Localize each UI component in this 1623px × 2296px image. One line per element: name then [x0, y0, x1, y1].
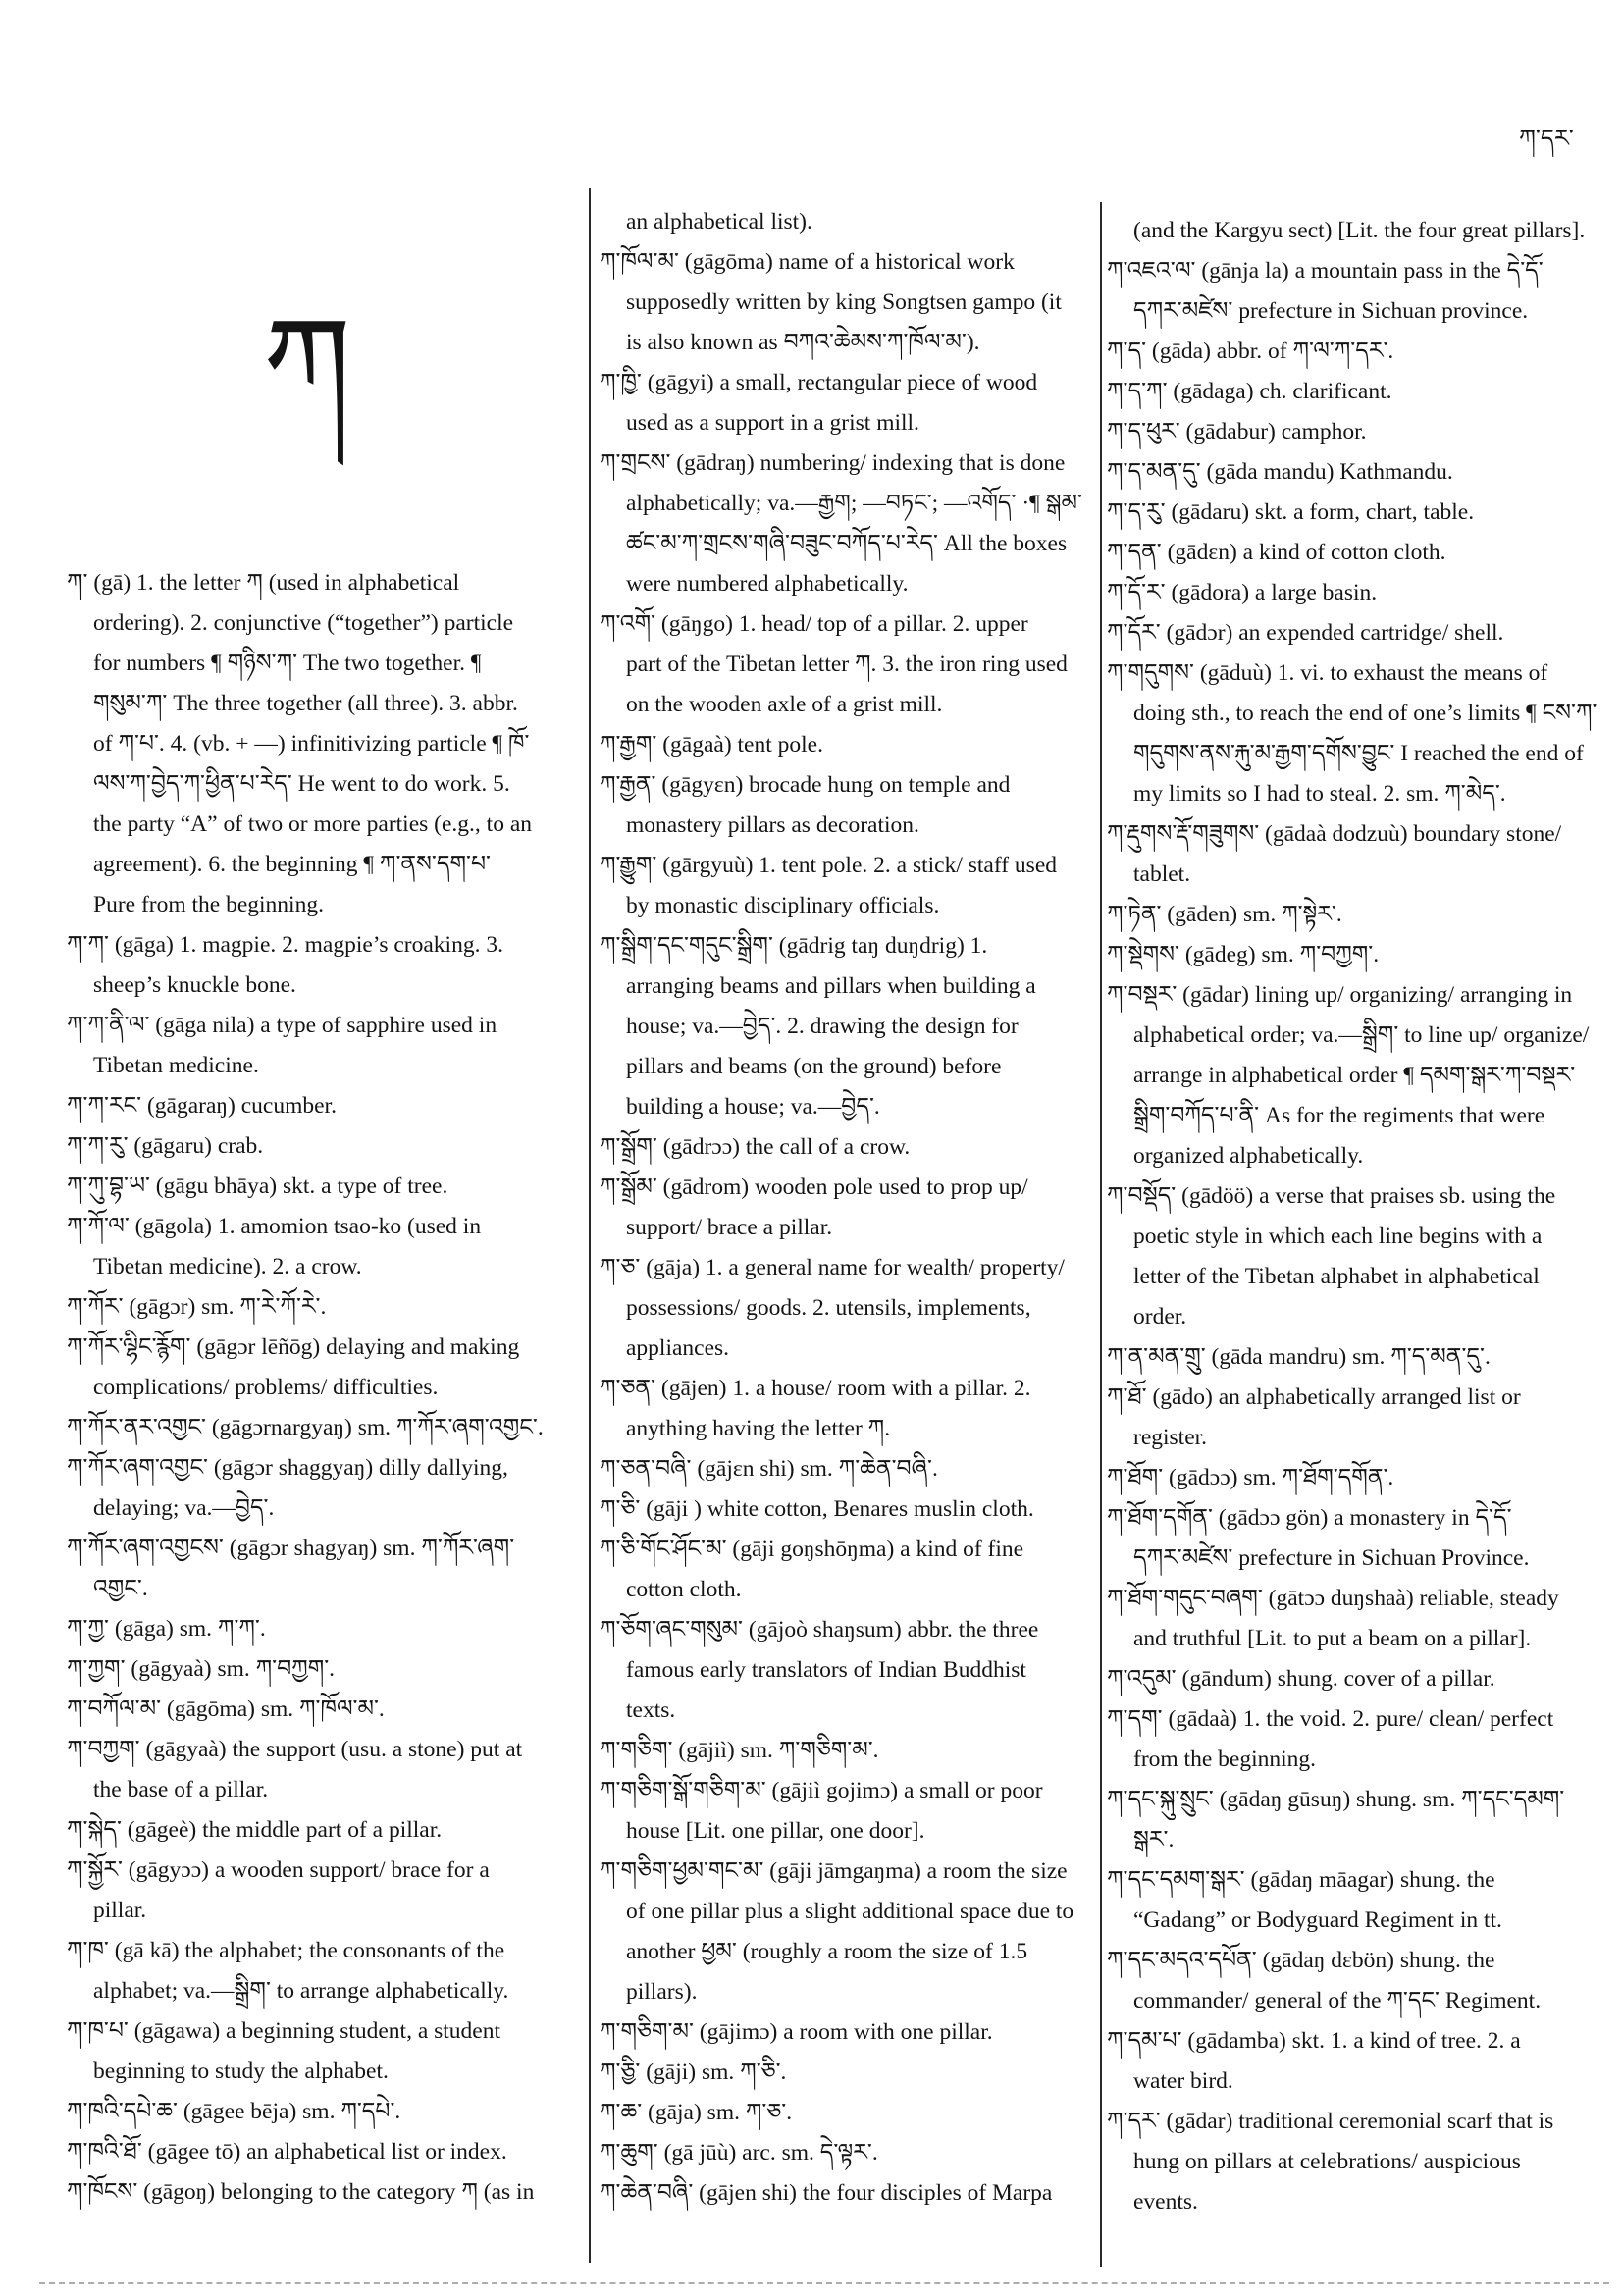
entry-line: Tibetan medicine. — [93, 1053, 259, 1078]
entry-headword-line: ཀ་ (gā) 1. the letter ཀ (used in alphabetical — [67, 570, 460, 596]
dictionary-entry — [600, 926, 1090, 1127]
dictionary-entry — [67, 1287, 557, 1328]
dictionary-entry — [600, 1530, 1090, 1610]
entry-line: hung on pillars at celebrations/ auspicious — [1133, 2149, 1521, 2174]
entry-headword-line: ཀ་བཀོལ་མ་ (gāgōma) sm. ཀ་ཁོལ་མ་. — [67, 1696, 385, 1722]
dictionary-entry — [600, 1731, 1090, 1771]
entry-headword-line: ཀ་ཅ་ (gāja) 1. a general name for wealth/ property/ — [600, 1255, 1065, 1280]
entry-headword-line: ཀ་དང་སྐུ་སྲུང་ (gādaŋ gūsuŋ) shung. sm. ཀ་དང་དམག་ — [1107, 1787, 1565, 1812]
entry-line: sheep’s knuckle bone. — [93, 972, 296, 998]
entry-headword-line: ཀ་ཅན་བཞི་ (gājɛn shi) sm. ཀ་ཆེན་བཞི་. — [600, 1456, 938, 1482]
entry-line: texts. — [626, 1697, 676, 1723]
entry-headword-line: ཀ་གདུགས་ (gāduù) 1. vi. to exhaust the means of — [1107, 660, 1548, 686]
dictionary-entry — [1107, 1337, 1609, 1378]
entry-headword-line: ཀ་ཀྱ་ (gāga) sm. ཀ་ཀ་. — [67, 1616, 266, 1642]
dictionary-entry — [600, 444, 1090, 604]
entry-line: the base of a pillar. — [93, 1777, 269, 1802]
entry-line: དཀར་མཛེས་ prefecture in Sichuan Province. — [1133, 1545, 1530, 1571]
entry-line: pillar. — [93, 1898, 147, 1923]
entry-headword-line: ཀ་ན་མན་གྲུ་ (gāda mandru) sm. ཀ་ད་མན་དུ་. — [1107, 1344, 1491, 1370]
entry-line: letter of the Tibetan alphabet in alphabetical — [1133, 1264, 1540, 1289]
entry-line: used as a support in a grist mill. — [626, 410, 919, 436]
dictionary-entry — [67, 2011, 557, 2092]
entry-headword-line: ཀ་ད་རུ་ (gādaru) skt. a form, chart, table. — [1107, 499, 1475, 525]
entry-headword-line: ཀ་ཐོག་ (gādɔɔ) sm. ཀ་ཐོག་དགོན་. — [1107, 1465, 1394, 1490]
entry-headword-line: ཀ་ཀོར་ནར་འགྱང་ (gāgɔrnargyaŋ) sm. ཀ་ཀོར་ཞག་འགྱང་. — [67, 1415, 544, 1440]
entry-headword-line: ཀ་ད་ཕུར་ (gādabur) camphor. — [1107, 419, 1367, 444]
entry-headword-line: ཀ་ད་ (gāda) abbr. of ཀ་ལ་ཀ་དར་. — [1107, 339, 1394, 364]
entry-line: monastery pillars as decoration. — [626, 812, 919, 838]
dictionary-entry — [600, 2053, 1090, 2093]
dictionary-entry — [1107, 1378, 1609, 1458]
entry-headword-line: ཀ་ཅོག་ཞང་གསུམ་ (gājoò shaŋsum) abbr. the three — [600, 1617, 1039, 1643]
entry-headword-line: ཀ་སྐེད་ (gāgeè) the middle part of a pillar. — [67, 1817, 443, 1843]
entry-headword-line: ཀ་རྒྱུག་ (gārgyuù) 1. tent pole. 2. a stick/ staff used — [600, 853, 1058, 878]
entry-headword-line: ཀ་དར་ (gādar) traditional ceremonial scarf that is — [1107, 2109, 1554, 2134]
entry-line: for numbers ¶ གཉིས་ཀ་ The two together. ¶ — [93, 651, 482, 676]
dictionary-entry — [67, 1408, 557, 1448]
entry-line: Pure from the beginning. — [93, 892, 324, 917]
entry-line: tablet. — [1133, 861, 1191, 887]
entry-line: གདུགས་ནས་རྐུ་མ་རྒྱག་དགོས་བྱུང་ I reached the end of — [1133, 741, 1584, 766]
entry-line: poetic style in which each line begins with a — [1133, 1224, 1543, 1249]
entry-line: another ཕྱམ་ (roughly a room the size of 1.5 — [626, 1939, 1028, 1964]
dictionary-entry — [600, 604, 1090, 725]
entry-headword-line: ཀ་སྒྲོག་ (gādrɔɔ) the call of a crow. — [600, 1134, 911, 1160]
entry-headword-line: ཀ་ཁྱི་ (gāgyi) a small, rectangular piece of wood — [600, 370, 1038, 395]
entry-headword-line: ཀ་ཀ་རུ་ (gāgaru) crab. — [67, 1133, 264, 1159]
dictionary-entry — [600, 363, 1090, 444]
entry-line: and truthful [Lit. to put a beam on a pillar]. — [1133, 1626, 1532, 1651]
continued-entry — [600, 202, 1090, 242]
entry-line: pillars and beams (on the ground) before — [626, 1054, 1002, 1079]
entry-headword-line: ཀ་གཅིག་ (gājiì) sm. ཀ་གཅིག་མ་. — [600, 1738, 879, 1763]
entry-line: by monastic disciplinary officials. — [626, 893, 940, 918]
dictionary-entry — [67, 1851, 557, 1931]
dictionary-entry — [67, 1730, 557, 1810]
entry-headword-line: ཀ་གྲངས་ (gādraŋ) numbering/ indexing that is done — [600, 450, 1066, 476]
dictionary-entry — [600, 1248, 1090, 1369]
dictionary-entry — [1107, 613, 1609, 653]
dictionary-entry — [600, 2133, 1090, 2173]
entry-line: organized alphabetically. — [1133, 1143, 1364, 1169]
dictionary-entry — [67, 1328, 557, 1408]
dictionary-entry — [67, 1931, 557, 2011]
entry-line: ལས་ཀ་བྱེད་ཀ་ཕྱིན་པ་རེད་ He went to do work. 5. — [93, 771, 510, 797]
entry-headword-line: ཀ་ཀོར་ཞག་འགྱངས་ (gāgɔr shagyaŋ) sm. ཀ་ཀོར་ཞག་ — [67, 1536, 515, 1561]
dictionary-column-2 — [600, 202, 1090, 2214]
dictionary-entry — [67, 1810, 557, 1851]
dictionary-entry — [1107, 2102, 1609, 2222]
entry-line: སྒྲིག་བཀོད་པ་ནི་ As for the regiments that were — [1133, 1103, 1545, 1128]
entry-line: appliances. — [626, 1335, 730, 1361]
dictionary-entry — [600, 846, 1090, 926]
entry-headword-line: ཀ་སྒྲིག་དང་གདུང་སྒྲིག་ (gādrig taŋ duŋdrig) 1. — [600, 933, 988, 959]
entry-headword-line: ཀ་བསྡོད་ (gādöö) a verse that praises sb. using the — [1107, 1183, 1556, 1209]
entry-headword-line: ཀ་ད་མན་དུ་ (gāda mandu) Kathmandu. — [1107, 459, 1453, 485]
dictionary-entry — [1107, 1860, 1609, 1941]
entry-headword-line: ཀ་རྒྱག་ (gāgaà) tent pole. — [600, 732, 823, 757]
dictionary-entry — [1107, 895, 1609, 935]
entry-line: order. — [1133, 1304, 1187, 1330]
entry-line: commander/ general of the ཀ་དང་ Regiment. — [1133, 1988, 1542, 2013]
dictionary-entry — [67, 1126, 557, 1167]
dictionary-entry — [67, 563, 557, 925]
entry-headword-line: ཀ་རྒྱན་ (gāgyɛn) brocade hung on temple and — [600, 772, 1011, 798]
dictionary-entry — [1107, 412, 1609, 452]
entry-line: house [Lit. one pillar, one door]. — [626, 1818, 925, 1844]
entry-headword-line: ཀ་ཏེན་ (gāden) sm. ཀ་སྟེར་. — [1107, 902, 1342, 927]
entry-headword-line: ཀ་ཐོ་ (gādo) an alphabetically arranged list or — [1107, 1384, 1521, 1410]
entry-headword-line: ཀ་ཁ་པ་ (gāgawa) a beginning student, a student — [67, 2018, 501, 2044]
dictionary-entry — [1107, 1941, 1609, 2021]
dictionary-entry — [600, 1489, 1090, 1530]
entry-headword-line: ཀ་སྒྲོམ་ (gādrom) wooden pole used to prop up/ — [600, 1174, 1028, 1200]
entry-headword-line: ཀ་ཁོངས་ (gāgoŋ) belonging to the category ཀ (as in — [67, 2179, 535, 2205]
entry-line: delaying; va.—བྱེད་. — [93, 1495, 275, 1521]
entry-line: anything having the letter ཀ. — [626, 1416, 891, 1441]
entry-line: possessions/ goods. 2. utensils, implements, — [626, 1295, 1031, 1321]
dictionary-entry — [67, 1086, 557, 1126]
entry-headword-line: ཀ་གཅིག་མ་ (gājimɔ) a room with one pillar. — [600, 2019, 993, 2045]
entry-line: complications/ problems/ difficulties. — [93, 1375, 439, 1400]
dictionary-entry — [1107, 1458, 1609, 1498]
dictionary-entry — [67, 2092, 557, 2132]
entry-headword-line: ཀ་ཁོལ་མ་ (gāgōma) name of a historical work — [600, 249, 1015, 275]
entry-headword-line: ཀ་འགོ་ (gāŋgo) 1. head/ top of a pillar. 2. upper — [600, 611, 1028, 637]
dictionary-entry — [1107, 332, 1609, 372]
entry-line: alphabetically; va.—རྒྱག; —བཏང་; —འགོད་ ·¶ སྒམ་ — [626, 491, 1082, 516]
entry-headword-line: ཀ་དམ་པ་ (gādamba) skt. 1. a kind of tree. 2. a — [1107, 2028, 1521, 2054]
entry-headword-line: ཀ་འཇའ་ལ་ (gānja la) a mountain pass in the དེ་དོ་ — [1107, 258, 1544, 284]
entry-line: support/ brace a pillar. — [626, 1215, 833, 1240]
dictionary-entry — [1107, 533, 1609, 573]
dictionary-entry — [600, 1771, 1090, 1852]
entry-line: arrange in alphabetical order ¶ དམག་སྒར་ཀ་བསྡར་ — [1133, 1063, 1576, 1088]
dictionary-entry — [600, 1127, 1090, 1168]
entry-headword-line: ཀ་དག་ (gādaà) 1. the void. 2. pure/ clean/ perfect — [1107, 1706, 1554, 1732]
entry-headword-line: ཀ་དན་ (gādɛn) a kind of cotton cloth. — [1107, 540, 1446, 565]
section-letter: ཀ — [263, 294, 352, 434]
dictionary-entry — [600, 765, 1090, 846]
dictionary-entry — [600, 2012, 1090, 2053]
entry-line: doing sth., to reach the end of one’s limits ¶ ངས་ཀ་ — [1133, 701, 1597, 726]
scan-edge-artifact — [39, 2282, 1609, 2284]
dictionary-entry — [67, 2172, 557, 2213]
entry-headword-line: ཀ་ཅི་གོང་ཤོང་མ་ (gāji goŋshōŋma) a kind of fine — [600, 1537, 1024, 1562]
dictionary-entry — [1107, 1498, 1609, 1579]
entry-headword-line: ཀ་ཆུག་ (gā jūù) arc. sm. དེ་ལྟར་. — [600, 2140, 878, 2166]
entry-line: building a house; va.—བྱེད་. — [626, 1094, 880, 1120]
dictionary-entry — [600, 2093, 1090, 2133]
entry-headword-line: ཀ་ཀོར་ (gāgɔr) sm. ཀ་རེ་ཀོ་རེ་. — [67, 1294, 327, 1320]
entry-headword-line: ཀ་དང་མདའ་དཔོན་ (gādaŋ dɛbön) shung. the — [1107, 1948, 1495, 1973]
dictionary-column-1 — [67, 563, 557, 2213]
column-divider-right — [1100, 202, 1102, 2267]
dictionary-entry — [67, 2132, 557, 2172]
entry-headword-line: ཀ་དོར་ (gādɔr) an expended cartridge/ shell. — [1107, 620, 1504, 646]
entry-line: an alphabetical list). — [626, 209, 812, 235]
dictionary-entry — [67, 1207, 557, 1287]
dictionary-column-3 — [1107, 211, 1609, 2222]
dictionary-entry — [1107, 1579, 1609, 1659]
entry-line: གསུམ་ཀ་ The three together (all three). 3. abbr. — [93, 691, 518, 716]
dictionary-entry — [1107, 1780, 1609, 1860]
entry-headword-line: ཀ་འདུམ་ (gāndum) shung. cover of a pillar. — [1107, 1666, 1495, 1692]
entry-headword-line: ཀ་གཅིག་སྒོ་གཅིག་མ་ (gājiì gojimɔ) a small or poor — [600, 1778, 1043, 1803]
dictionary-entry — [1107, 1699, 1609, 1780]
entry-line: of ཀ་པ་. 4. (vb. + —) infinitivizing particle ¶ ཁོ་ — [93, 731, 530, 757]
entry-headword-line: ཀ་ཀུ་བྷ་ཡ་ (gāgu bhāya) skt. a type of tree. — [67, 1174, 448, 1199]
entry-headword-line: ཀ་སྡེགས་ (gādeg) sm. ཀ་བཀྱག་. — [1107, 942, 1380, 967]
running-head: ཀ་དར་ — [1519, 127, 1574, 152]
dictionary-entry — [600, 242, 1090, 363]
entry-line: Tibetan medicine). 2. a crow. — [93, 1254, 362, 1279]
entry-headword-line: ཀ་ཀ་ནི་ལ་ (gāga nila) a type of sapphire used in — [67, 1013, 497, 1038]
entry-line: ཚང་མ་ཀ་གྲངས་གཞི་བཟུང་བཀོད་པ་རེད་ All the boxes — [626, 531, 1068, 556]
entry-headword-line: ཀ་ཆེན་བཞི་ (gājen shi) the four disciples of Marpa — [600, 2180, 1053, 2206]
dictionary-entry — [1107, 493, 1609, 533]
entry-line: the party “A” of two or more parties (e.g., to an — [93, 811, 532, 837]
dictionary-entry — [600, 2173, 1090, 2214]
entry-headword-line: ཀ་བཀྱག་ (gāgyaà) the support (usu. a stone) put at — [67, 1737, 523, 1762]
continued-entry — [1107, 211, 1609, 251]
entry-line: alphabetical order; va.—སྒྲིག་ to line up/ organize/ — [1133, 1022, 1590, 1048]
dictionary-entry — [600, 1369, 1090, 1449]
entry-headword-line: ཀ་དང་དམག་སྒར་ (gādaŋ māagar) shung. the — [1107, 1867, 1495, 1893]
entry-headword-line: ཀ་ཀ་ (gāga) 1. magpie. 2. magpie’s croaking. 3. — [67, 932, 503, 958]
dictionary-entry — [1107, 653, 1609, 814]
dictionary-entry — [1107, 1176, 1609, 1337]
dictionary-entry — [67, 1609, 557, 1649]
dictionary-entry — [67, 1690, 557, 1730]
dictionary-entry — [600, 1610, 1090, 1731]
entry-headword-line: ཀ་ཆ་ (gāja) sm. ཀ་ཅ་. — [600, 2100, 793, 2125]
entry-line: (and the Kargyu sect) [Lit. the four great pillars]. — [1133, 218, 1586, 243]
dictionary-entry — [1107, 573, 1609, 613]
dictionary-entry — [1107, 2021, 1609, 2102]
entry-line: on the wooden axle of a grist mill. — [626, 692, 943, 717]
dictionary-entry — [1107, 372, 1609, 412]
entry-headword-line: ཀ་གཅིག་ཕྱམ་གང་མ་ (gāji jāmgaŋma) a room the size — [600, 1858, 1068, 1884]
dictionary-entry — [67, 1167, 557, 1207]
entry-line: དཀར་མཛེས་ prefecture in Sichuan province. — [1133, 298, 1529, 324]
entry-headword-line: ཀ་ད་ཀ་ (gādaga) ch. clarificant. — [1107, 379, 1392, 404]
entry-line: alphabet; va.—སྒྲིག་ to arrange alphabetically. — [93, 1978, 509, 2004]
dictionary-entry — [600, 725, 1090, 765]
entry-line: agreement). 6. the beginning ¶ ཀ་ནས་དག་པ་ — [93, 852, 491, 877]
entry-headword-line: ཀ་ཀོ་ལ་ (gāgola) 1. amomion tsao-ko (used in — [67, 1214, 482, 1239]
entry-line: water bird. — [1133, 2068, 1233, 2094]
dictionary-entry — [600, 1852, 1090, 2012]
column-divider-left — [589, 188, 591, 2263]
entry-line: is also known as བཀའ་ཆེམས་ཀ་ཁོལ་མ་). — [626, 330, 980, 355]
entry-headword-line: ཀ་རྡུགས་རྡོ་གཟུགས་ (gādaà dodzuù) boundary stone/ — [1107, 821, 1562, 847]
entry-headword-line: ཀ་ཁའི་ཐོ་ (gāgee tō) an alphabetical list or index. — [67, 2139, 507, 2165]
entry-line: part of the Tibetan letter ཀ. 3. the iron ring used — [626, 652, 1068, 677]
entry-headword-line: ཀ་ཐོག་གདུང་བཞག་ (gātɔɔ duŋshaà) reliable, steady — [1107, 1586, 1559, 1611]
dictionary-entry — [1107, 975, 1609, 1176]
entry-headword-line: ཀ་ཅྱི་ (gāji) sm. ཀ་ཅི་. — [600, 2060, 787, 2085]
entry-line: of one pillar plus a slight additional space due to — [626, 1899, 1074, 1924]
entry-headword-line: ཀ་ཅི་ (gāji ) white cotton, Benares muslin cloth. — [600, 1496, 1034, 1522]
entry-line: beginning to study the alphabet. — [93, 2059, 389, 2084]
entry-line: སྒར་. — [1133, 1827, 1175, 1852]
entry-headword-line: ཀ་ཁ་ (gā kā) the alphabet; the consonants of the — [67, 1938, 505, 1963]
dictionary-entry — [1107, 251, 1609, 332]
entry-line: ordering). 2. conjunctive (“together”) particle — [93, 610, 514, 636]
entry-line: འགྱང་. — [93, 1576, 148, 1601]
dictionary-entry — [67, 1448, 557, 1529]
entry-headword-line: ཀ་ཀོར་ལྷིང་རྙོག་ (gāgɔr lēñōg) delaying and making — [67, 1334, 520, 1360]
dictionary-entry — [600, 1449, 1090, 1489]
dictionary-entry — [1107, 452, 1609, 493]
entry-line: house; va.—བྱེད་. 2. drawing the design for — [626, 1014, 1019, 1039]
dictionary-entry — [1107, 935, 1609, 975]
entry-line: from the beginning. — [1133, 1747, 1317, 1772]
entry-headword-line: ཀ་ཀྱག་ (gāgyaà) sm. ཀ་བཀྱག་. — [67, 1656, 336, 1682]
entry-headword-line: ཀ་བསྡར་ (gādar) lining up/ organizing/ arranging in — [1107, 982, 1573, 1008]
dictionary-entry — [67, 1006, 557, 1086]
entry-line: my limits so I had to steal. 2. sm. ཀ་མེད་. — [1133, 781, 1506, 807]
entry-headword-line: ཀ་ཁའི་དཔེ་ཆ་ (gāgee bēja) sm. ཀ་དཔེ་. — [67, 2099, 401, 2124]
dictionary-entry — [600, 1168, 1090, 1248]
dictionary-entry — [67, 925, 557, 1006]
entry-headword-line: ཀ་སྐྱོར་ (gāgyɔɔ) a wooden support/ brace for a — [67, 1857, 490, 1883]
entry-headword-line: ཀ་དོ་ར་ (gādora) a large basin. — [1107, 580, 1378, 605]
dictionary-entry — [67, 1649, 557, 1690]
entry-headword-line: ཀ་ཀོར་ཞག་འགྱང་ (gāgɔr shaggyaŋ) dilly dallying, — [67, 1455, 508, 1481]
entry-headword-line: ཀ་ཐོག་དགོན་ (gādɔɔ gön) a monastery in དེ་དོ་ — [1107, 1505, 1512, 1531]
dictionary-entry — [1107, 1659, 1609, 1699]
entry-line: events. — [1133, 2189, 1198, 2215]
entry-headword-line: ཀ་ཀ་རང་ (gāgaraŋ) cucumber. — [67, 1093, 337, 1119]
dictionary-entry — [1107, 814, 1609, 895]
entry-headword-line: ཀ་ཅན་ (gājen) 1. a house/ room with a pillar. 2. — [600, 1376, 1031, 1401]
entry-line: cotton cloth. — [626, 1577, 742, 1602]
dictionary-entry — [67, 1529, 557, 1609]
entry-line: supposedly written by king Songtsen gampo (it — [626, 289, 1062, 315]
entry-line: “Gadang” or Bodyguard Regiment in tt. — [1133, 1907, 1502, 1933]
entry-line: were numbered alphabetically. — [626, 571, 909, 597]
entry-line: famous early translators of Indian Buddhist — [626, 1657, 1026, 1683]
entry-line: pillars). — [626, 1979, 698, 2005]
entry-line: register. — [1133, 1425, 1208, 1450]
entry-line: arranging beams and pillars when building a — [626, 973, 1036, 999]
